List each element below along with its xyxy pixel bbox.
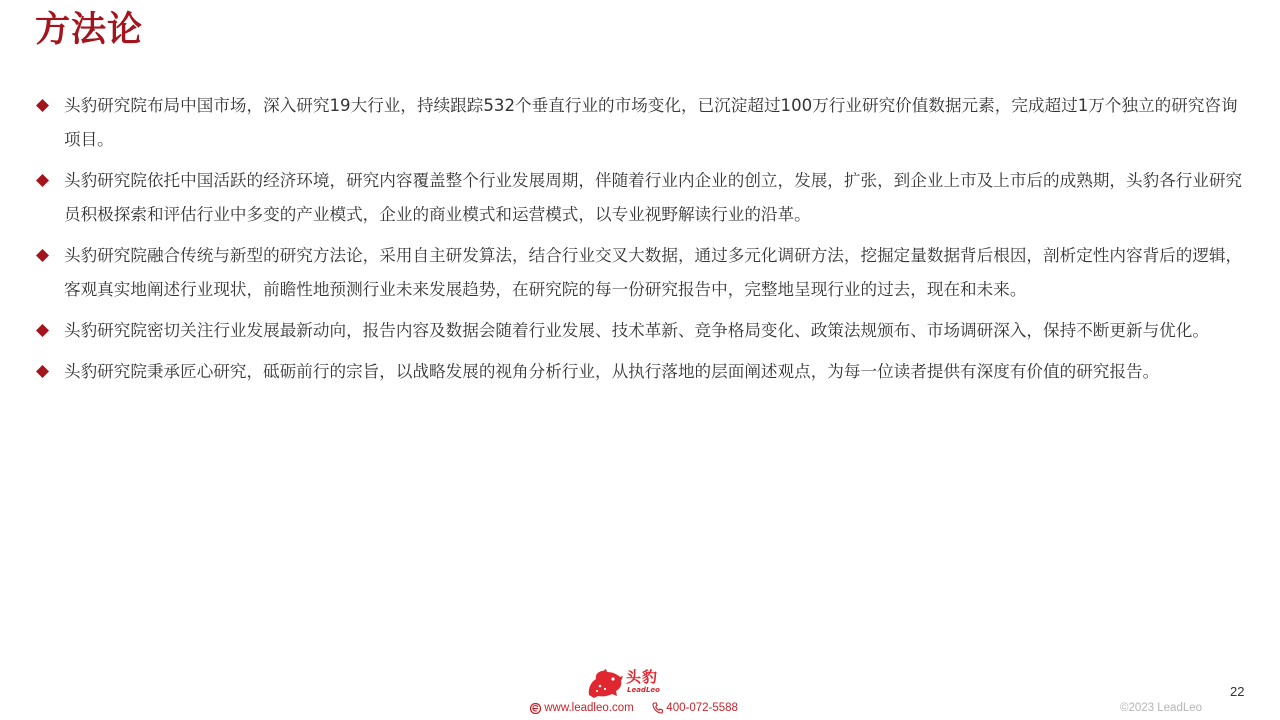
diamond-icon [36, 365, 49, 378]
list-item-text: 头豹研究院密切关注行业发展最新动向，报告内容及数据会随着行业发展、技术革新、竞争格局变化、政策法规颁布、市场调研深入，保持不断更新与优化。 [64, 321, 1209, 340]
diamond-icon [36, 249, 49, 262]
phone-icon [652, 702, 663, 714]
list-item [34, 355, 1249, 389]
list-item [34, 164, 1249, 232]
page-number: 22 [1230, 684, 1245, 699]
leadleo-logo [586, 668, 666, 698]
web-e-icon [530, 703, 541, 714]
logo-chinese-text: 头豹 [626, 668, 659, 686]
leopard-logo-icon [586, 668, 624, 698]
website-link[interactable]: www.leadleo.com [544, 702, 634, 714]
list-item-text: 头豹研究院依托中国活跃的经济环境，研究内容覆盖整个行业发展周期，伴随着行业内企业的创立，发展，扩张，到企业上市及上市后的成熟期，头豹各行业研究员积极探索和评估行业中多变的产业模式，企业的商业模式和运营模式，以专业视野解读行业的沿革。 [64, 171, 1243, 224]
diamond-icon [36, 99, 49, 112]
phone-number: 400-072-5588 [666, 702, 738, 714]
list-item-text: 头豹研究院融合传统与新型的研究方法论，采用自主研发算法，结合行业交叉大数据，通过多元化调研方法，挖掘定量数据背后根因，剖析定性内容背后的逻辑，客观真实地阐述行业现状，前瞻性地预测行业未来发展趋势，在研究院的每一份研究报告中，完整地呈现行业的过去，现在和未来。 [64, 246, 1243, 299]
list-item-text: 头豹研究院秉承匠心研究，砥砺前行的宗旨，以战略发展的视角分析行业，从执行落地的层面阐述观点，为每一位读者提供有深度有价值的研究报告。 [64, 362, 1160, 381]
diamond-icon [36, 174, 49, 187]
copyright-text: ©2023 LeadLeo [1120, 702, 1203, 714]
footer-contacts [530, 701, 738, 715]
logo-english-text: LeadLeo [627, 686, 660, 694]
list-item [34, 314, 1249, 348]
list-item-text: 头豹研究院布局中国市场，深入研究19大行业，持续跟踪532个垂直行业的市场变化，已沉淀超过100万行业研究价值数据元素，完成超过1万个独立的研究咨询项目。 [64, 96, 1238, 149]
list-item [34, 89, 1249, 157]
methodology-list [34, 89, 1249, 396]
list-item [34, 239, 1249, 307]
diamond-icon [36, 324, 49, 337]
page-title: 方法论 [35, 10, 144, 50]
